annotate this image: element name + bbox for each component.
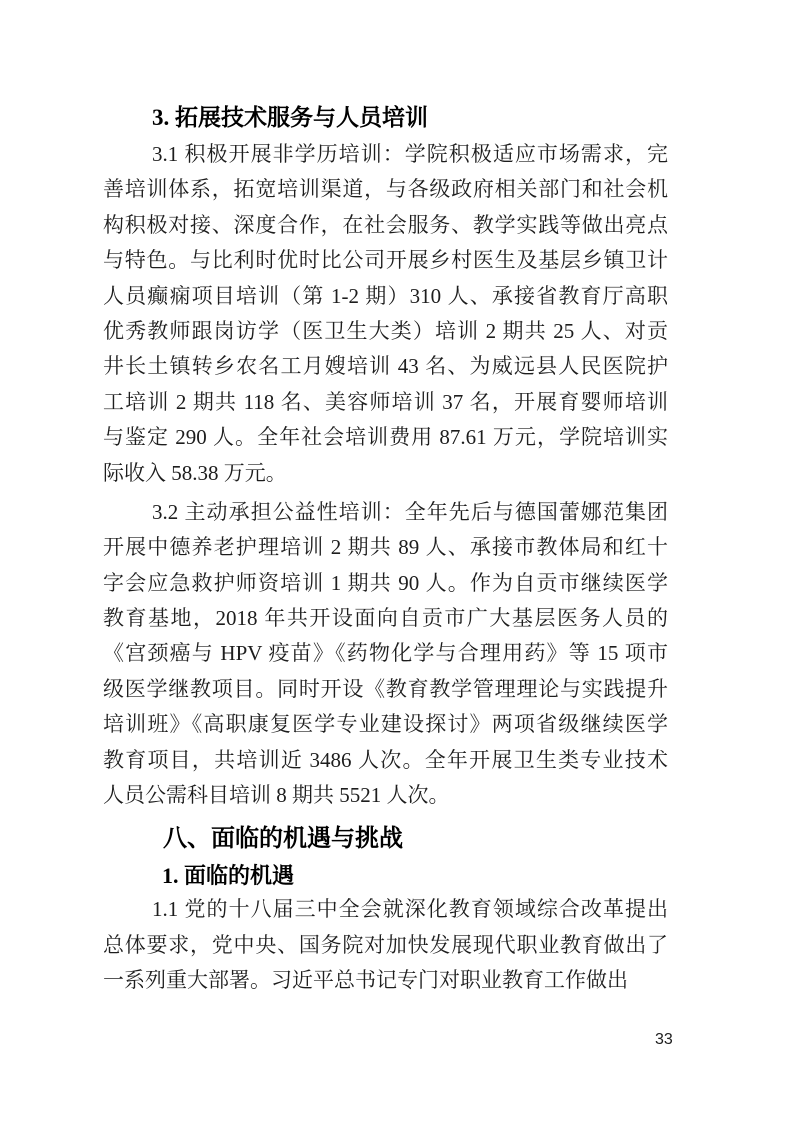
paragraph-1-1 (103, 892, 668, 998)
page-number: 33 (655, 1031, 673, 1048)
text-line: 构积极对接、深度合作，在社会服务、教学实践等做出亮点 (103, 212, 668, 237)
text-line: 1.1 党的十八届三中全会就深化教育领域综合改革提出 (152, 897, 668, 922)
text-line: 教育基地，2018 年共开设面向自贡市广大基层医务人员的 (103, 606, 668, 631)
text-line: 际收入 58.38 万元。 (103, 460, 287, 485)
text-line: 级医学继教项目。同时开设《教育教学管理理论与实践提升 (103, 676, 668, 701)
text-line: 开展中德养老护理培训 2 期共 89 人、承接市教体局和红十 (103, 535, 668, 560)
text-line: 培训班》《高职康复医学专业建设探讨》两项省级继续医学 (103, 712, 668, 737)
text-line: 《宫颈癌与 HPV 疫苗》《药物化学与合理用药》等 15 项市 (103, 641, 668, 666)
paragraph-3-2 (103, 495, 668, 814)
text-block (103, 99, 668, 999)
text-line: 3.2 主动承担公益性培训：全年先后与德国蕾娜范集团 (152, 499, 668, 524)
text-line: 善培训体系，拓宽培训渠道，与各级政府相关部门和社会机 (103, 177, 668, 202)
text-line: 教育项目，共培训近 3486 人次。全年开展卫生类专业技术 (103, 747, 668, 772)
text-line: 3.1 积极开展非学历培训：学院积极适应市场需求，完 (152, 142, 668, 166)
text-line: 工培训 2 期共 118 名、美容师培训 37 名，开展育婴师培训 (103, 389, 668, 414)
text-line: 字会应急救护师资培训 1 期共 90 人。作为自贡市继续医学 (103, 570, 668, 595)
text-line: 与特色。与比利时优时比公司开展乡村医生及基层乡镇卫计 (103, 248, 668, 273)
text-line: 优秀教师跟岗访学（医卫生大类）培训 2 期共 25 人、对贡 (103, 318, 668, 343)
section-heading-3: 3. 拓展技术服务与人员培训 (152, 105, 428, 130)
text-line: 与鉴定 290 人。全年社会培训费用 87.61 万元，学院培训实 (103, 425, 668, 450)
text-line: 人员癫痫项目培训（第 1-2 期）310 人、承接省教育厅高职 (103, 283, 668, 308)
text-line: 井长土镇转乡农名工月嫂培训 43 名、为威远县人民医院护 (103, 354, 668, 379)
sub-heading-8-1: 1. 面临的机遇 (162, 863, 295, 889)
paragraph-3-1 (103, 137, 668, 491)
text-line: 人员公需科目培训 8 期共 5521 人次。 (103, 783, 450, 808)
chapter-heading-8: 八、面临的机遇与挑战 (163, 825, 403, 853)
text-line: 一系列重大部署。习近平总书记专门对职业教育工作做出 (103, 968, 628, 993)
text-line: 总体要求，党中央、国务院对加快发展现代职业教育做出了 (103, 932, 668, 957)
